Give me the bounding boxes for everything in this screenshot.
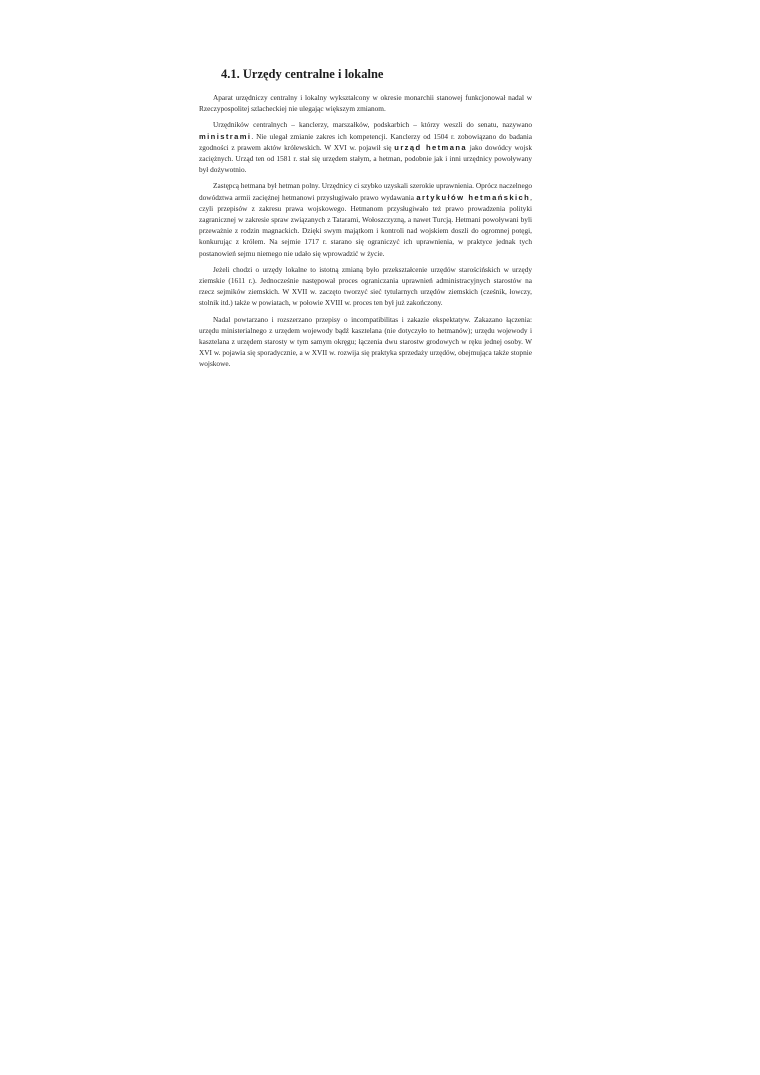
spaced-emphasis-text: artykułów hetmańskich [416,192,531,202]
spaced-emphasis-text: ministrami [199,131,252,141]
paragraph-text: . Nie ulegał zmianie zakres ich kompetencji. Kanclerzy od 1504 r. zobowiązano do badania zgodności z prawem aktów królewskich. W XVI w. pojawił się [199,131,532,152]
paragraph [199,180,532,258]
paragraph [199,264,532,309]
paragraph [199,119,532,175]
paragraph [199,92,532,114]
paragraphs [199,92,532,370]
spaced-emphasis-text: urząd hetmana [394,142,467,152]
paragraph-text: Jeżeli chodzi o urzędy lokalne to istotną zmianą było przekształcenie urzędów starościńskich w urzędy ziemskie (1611 r.). Jednocześnie następował proces ograniczania uprawnień administracyjnych starostów na rzecz sejmików ziemskich. W XVII w. zaczęto tworzyć sieć tytularnych urzędów ziemskich (cześnik, łowczy, stolnik itd.) także w powiatach, w połowie XVIII w. proces ten był już zakończony. [199,264,532,308]
paragraph-text: Urzędników centralnych – kanclerzy, marszałków, podskarbich – którzy weszli do senatu, nazywano [213,120,532,130]
paragraph-text: Zastępcą hetmana był hetman polny. Urzędnicy ci szybko uzyskali szerokie uprawnienia. Oprócz naczelnego dowództwa armii zaciężnej hetmanowi przysługiwało prawo wydawania [199,181,532,202]
page-text-block [199,66,532,375]
paragraph [199,314,532,370]
paragraph-text: jako dowódcy wojsk zaciężnych. Urząd ten od 1581 r. stał się urzędem stałym, a hetman, podobnie jak i inni urzędnicy powoływany był dożywotnio. [199,142,532,175]
paragraph-text: Aparat urzędniczy centralny i lokalny wykształcony w okresie monarchii stanowej funkcjonował nadal w Rzeczypospolitej szlacheckiej nie ulegając większym zmianom. [199,93,532,114]
paragraph-text: , czyli przepisów z zakresu prawa wojskowego. Hetmanom przysługiwało też prawo prowadzenia polityki zagranicznej w zakresie spraw związanych z Tatarami, Wołoszczyzną, a nawet Turcją. Hetmani powoływani byli przeważnie z rodzin magnackich. Dzięki swym majątkom i kontroli nad wojskiem doszli do ogromnej potęgi, konkurując z królem. Na sejmie 1717 r. starano się ograniczyć ich uprawnienia, w praktyce jednak tych postanowień sejmu niemego nie udało się wprowadzić w życie. [199,192,532,258]
paragraph-text: Nadal powtarzano i rozszerzano przepisy o incompatibilitas i zakazie ekspektatyw. Zakazano łączenia: urzędu ministerialnego z urzędem wojewody bądź kasztelana (nie dotyczyło to hetmanów); urzędu wojewody i kasztelana z urzędem starosty w tym samym okręgu; łączenia dwu starostw grodowych w ręku jednej osoby. W XVI w. pojawia się sporadycznie, a w XVII w. rozwija się praktyka sprzedaży urzędów, obejmująca także stopnie wojskowe. [199,314,532,369]
section-heading: 4.1. Urzędy centralne i lokalne [221,67,384,81]
